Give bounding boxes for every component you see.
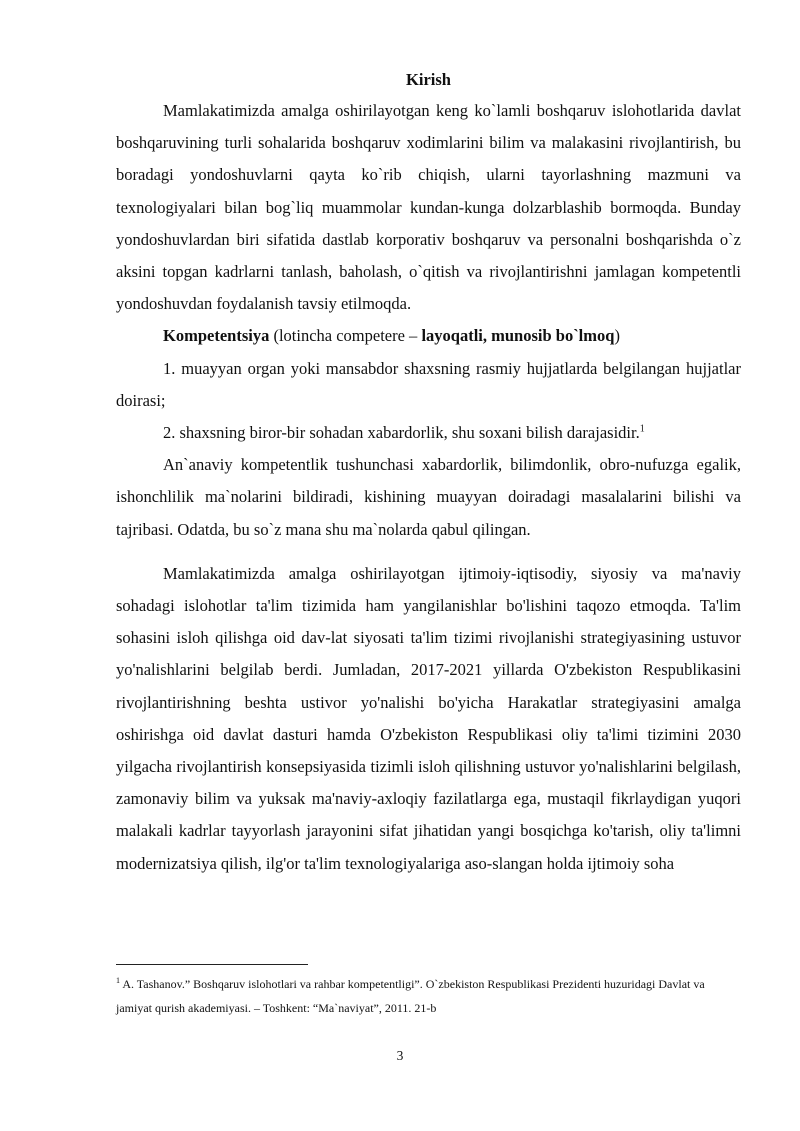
footnote-number: 1 — [116, 976, 120, 985]
footnote-reference[interactable]: 1 — [639, 423, 645, 435]
document-body — [116, 66, 741, 880]
definition-term: Kompetentsiya — [163, 326, 270, 346]
list-item-2 — [116, 417, 741, 449]
intro-paragraph: Mamlakatimizda amalga oshirilayotgan keng ko`lamli boshqaruv islohotlarida davlat boshqaruvining turli sohalarida boshqaruv xodimlarini bilim va malakasini rivojlantirish, bu boradagi yondoshuvlarni qayta ko`rib chiqish, ularni tayorlashning mazmuni va texnologiyalari bilan bog`liq muammolar kundan-kunga dolzarblashib bormoqda. Bunday yondoshuvlardan biri sifatida dastlab korporativ boshqaruv va personalni boshqarishda o`z aksini topgan kadrlarni tanlash, baholash, o`qitish va rivojlantirishni jamlagan kompetentli yondoshuvdan foydalanish tavsiy etilmoqda. — [116, 101, 741, 314]
list-item-1: 1. muayyan organ yoki mansabdor shaxsning rasmiy hujjatlarda belgilangan hujjatlar doirasi; — [116, 358, 741, 410]
traditional-paragraph: An`anaviy kompetentlik tushunchasi xabardorlik, bilimdonlik, obro-nufuzga egalik, ishonchlilik ma`nolarini bildiradi, kishining muayyan doiradagi masalalarini bilishi va tajribasi. Odatda, bu so`z mana shu ma`nolarda qabul qilingan. — [116, 455, 741, 539]
footnote — [116, 972, 741, 1020]
section-title: Kirish — [406, 70, 451, 89]
definition-meaning: layoqatli, munosib bo`lmoq — [421, 326, 615, 346]
definition-paren-open: (lotincha competere – — [269, 326, 422, 346]
reforms-paragraph: Mamlakatimizda amalga oshirilayotgan ijtimoiy-iqtisodiy, siyosiy va ma'naviy sohadagi islohotlar ta'lim tizimida ham yangilanishlar bo'lishini taqozo etmoqda. Ta'lim sohasini isloh qilishga oid dav-lat siyosati ta'lim tizimi rivojlanishi strategiyasining ustuvor yo'nalishlarini belgilab berdi. Jumladan, 2017-2021 yillarda O'zbekiston Respublikasini rivojlantirishning beshta ustivor yo'nalishi bo'yicha Harakatlar strategiyasini amalga oshirishga oid davlat dasturi hamda O'zbekiston Respublikasi oliy ta'limi tizimini 2030 yilgacha rivojlantirish konsepsiyasida tizimli isloh qilishning ustuvor yo'nalishlarini belgilash, zamonaviy bilim va yuksak ma'naviy-axloqiy fazilatlarga ega, mustaqil fikrlaydigan yuqori malakali kadrlar tayyorlash jarayonini sifat jihatidan yangi bosqichga ko'tarish, oliy ta'limni modernizatsiya qilish, ilg'or ta'lim texnologiyalariga aso-slangan holda ijtimoiy soha — [116, 563, 741, 873]
list-item-2-text: 2. shaxsning biror-bir sohadan xabardorlik, shu soxani bilish darajasidir. — [163, 423, 640, 443]
definition-paragraph — [116, 320, 741, 352]
footnote-separator — [116, 964, 308, 965]
page-number: 3 — [396, 1048, 404, 1063]
definition-paren-close: ) — [614, 326, 620, 346]
footnote-text: A. Tashanov.” Boshqaruv islohotlari va rahbar kompetentligi”. O`zbekiston Respublikasi Prezidenti huzuridagi Davlat va jamiyat qurish akademiyasi. – Toshkent: “Ma`naviyat”, 2011. 21-b — [116, 977, 705, 1015]
